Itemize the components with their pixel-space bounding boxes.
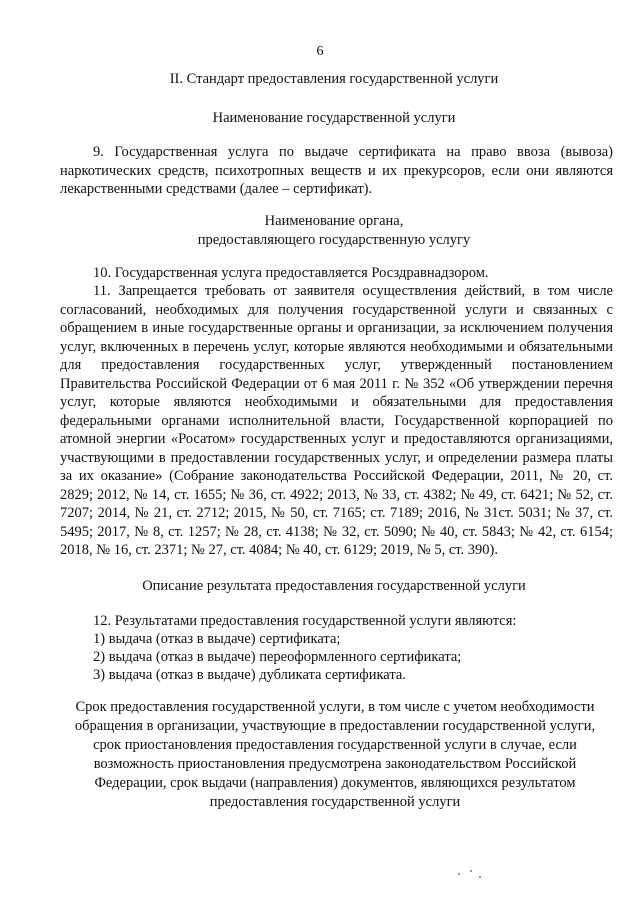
heading-term-line3: срок приостановления предоставления государственной услуги в случае, если (93, 737, 577, 753)
heading-term-line4: возможность приостановления предусмотрена законодательством Российской (93, 756, 577, 772)
heading-service-name: Наименование государственной услуги (212, 110, 456, 126)
paragraph-11: 11. Запрещается требовать от заявителя осуществления действий, в том числе согласований, необходимых для получения государственной услуги и связанных с обращением в иные государственные органы и организации, за исключением получения услуг, включенных в перечень услуг, которые являются необходимыми и обязательными для предоставления государственных услуг, утвержденный постановлением Правительства Российской Федерации от 6 мая 2011 г. № 352 «Об утверждении перечня услуг, которые являются необходимыми и обязательными для предоставления федеральными органами исполнительной власти, Государственной корпорацией по атомной энергии «Росатом» государственных услуг и предоставляются организациями, участвующими в предоставлении государственных услуг, и определении размера платы за их оказание» (Собрание законодательства Российской Федерации, 2011, № 20, ст. 2829; 2012, № 14, ст. 1655; № 36, ст. 4922; 2013, № 33, ст. 4382; № 49, ст. 6421; № 52, ст. 7207; 2014, № 21, ст. 2712; 2015, № 50, ст. 7165; ст. 7189; 2016, № 31ст. 5031; № 37, ст. 5495; 2017, № 8, ст. 1257; № 28, ст. 4138; № 32, ст. 5090; № 40, ст. 5843; № 42, ст. 6154; 2018, № 16, ст. 2371; № 27, ст. 4084; № 40, ст. 6129; 2019, № 5, ст. 390). (60, 283, 613, 558)
heading-term-line5: Федерации, срок выдачи (направления) документов, являющихся результатом (94, 775, 576, 791)
heading-organ-line1: Наименование органа, (264, 213, 404, 229)
heading-organ-line2: предоставляющего государственную услугу (197, 232, 471, 248)
paragraph-10: 10. Государственная услуга предоставляется Росздравнадзором. (93, 265, 489, 281)
list-item: 1) выдача (отказ в выдаче) сертификата; (93, 631, 341, 647)
paragraph-9: 9. Государственная услуга по выдаче сертификата на право ввоза (вывоза) наркотических средств, психотропных веществ и их прекурсоров, если они являются лекарственными средствами (далее – сертификат). (60, 144, 613, 197)
heading-term-line2: обращения в организации, участвующие в предоставлении государственной услуги, (74, 718, 596, 734)
section-title: II. Стандарт предоставления государственной услуги (169, 71, 499, 87)
scan-speck (479, 876, 481, 878)
paragraph-12-intro: 12. Результатами предоставления государственной услуги являются: (93, 613, 517, 629)
list-item: 2) выдача (отказ в выдаче) переоформленного сертификата; (93, 649, 462, 665)
scan-speck (470, 870, 472, 872)
heading-term-line6: предоставления государственной услуги (209, 794, 461, 810)
list-item: 3) выдача (отказ в выдаче) дубликата сертификата. (93, 667, 406, 683)
page-number: 6 (316, 44, 324, 59)
scan-speck (458, 873, 460, 875)
heading-result: Описание результата предоставления государственной услуги (142, 578, 526, 594)
heading-term-line1: Срок предоставления государственной услуги, в том числе с учетом необходимости (75, 699, 595, 715)
